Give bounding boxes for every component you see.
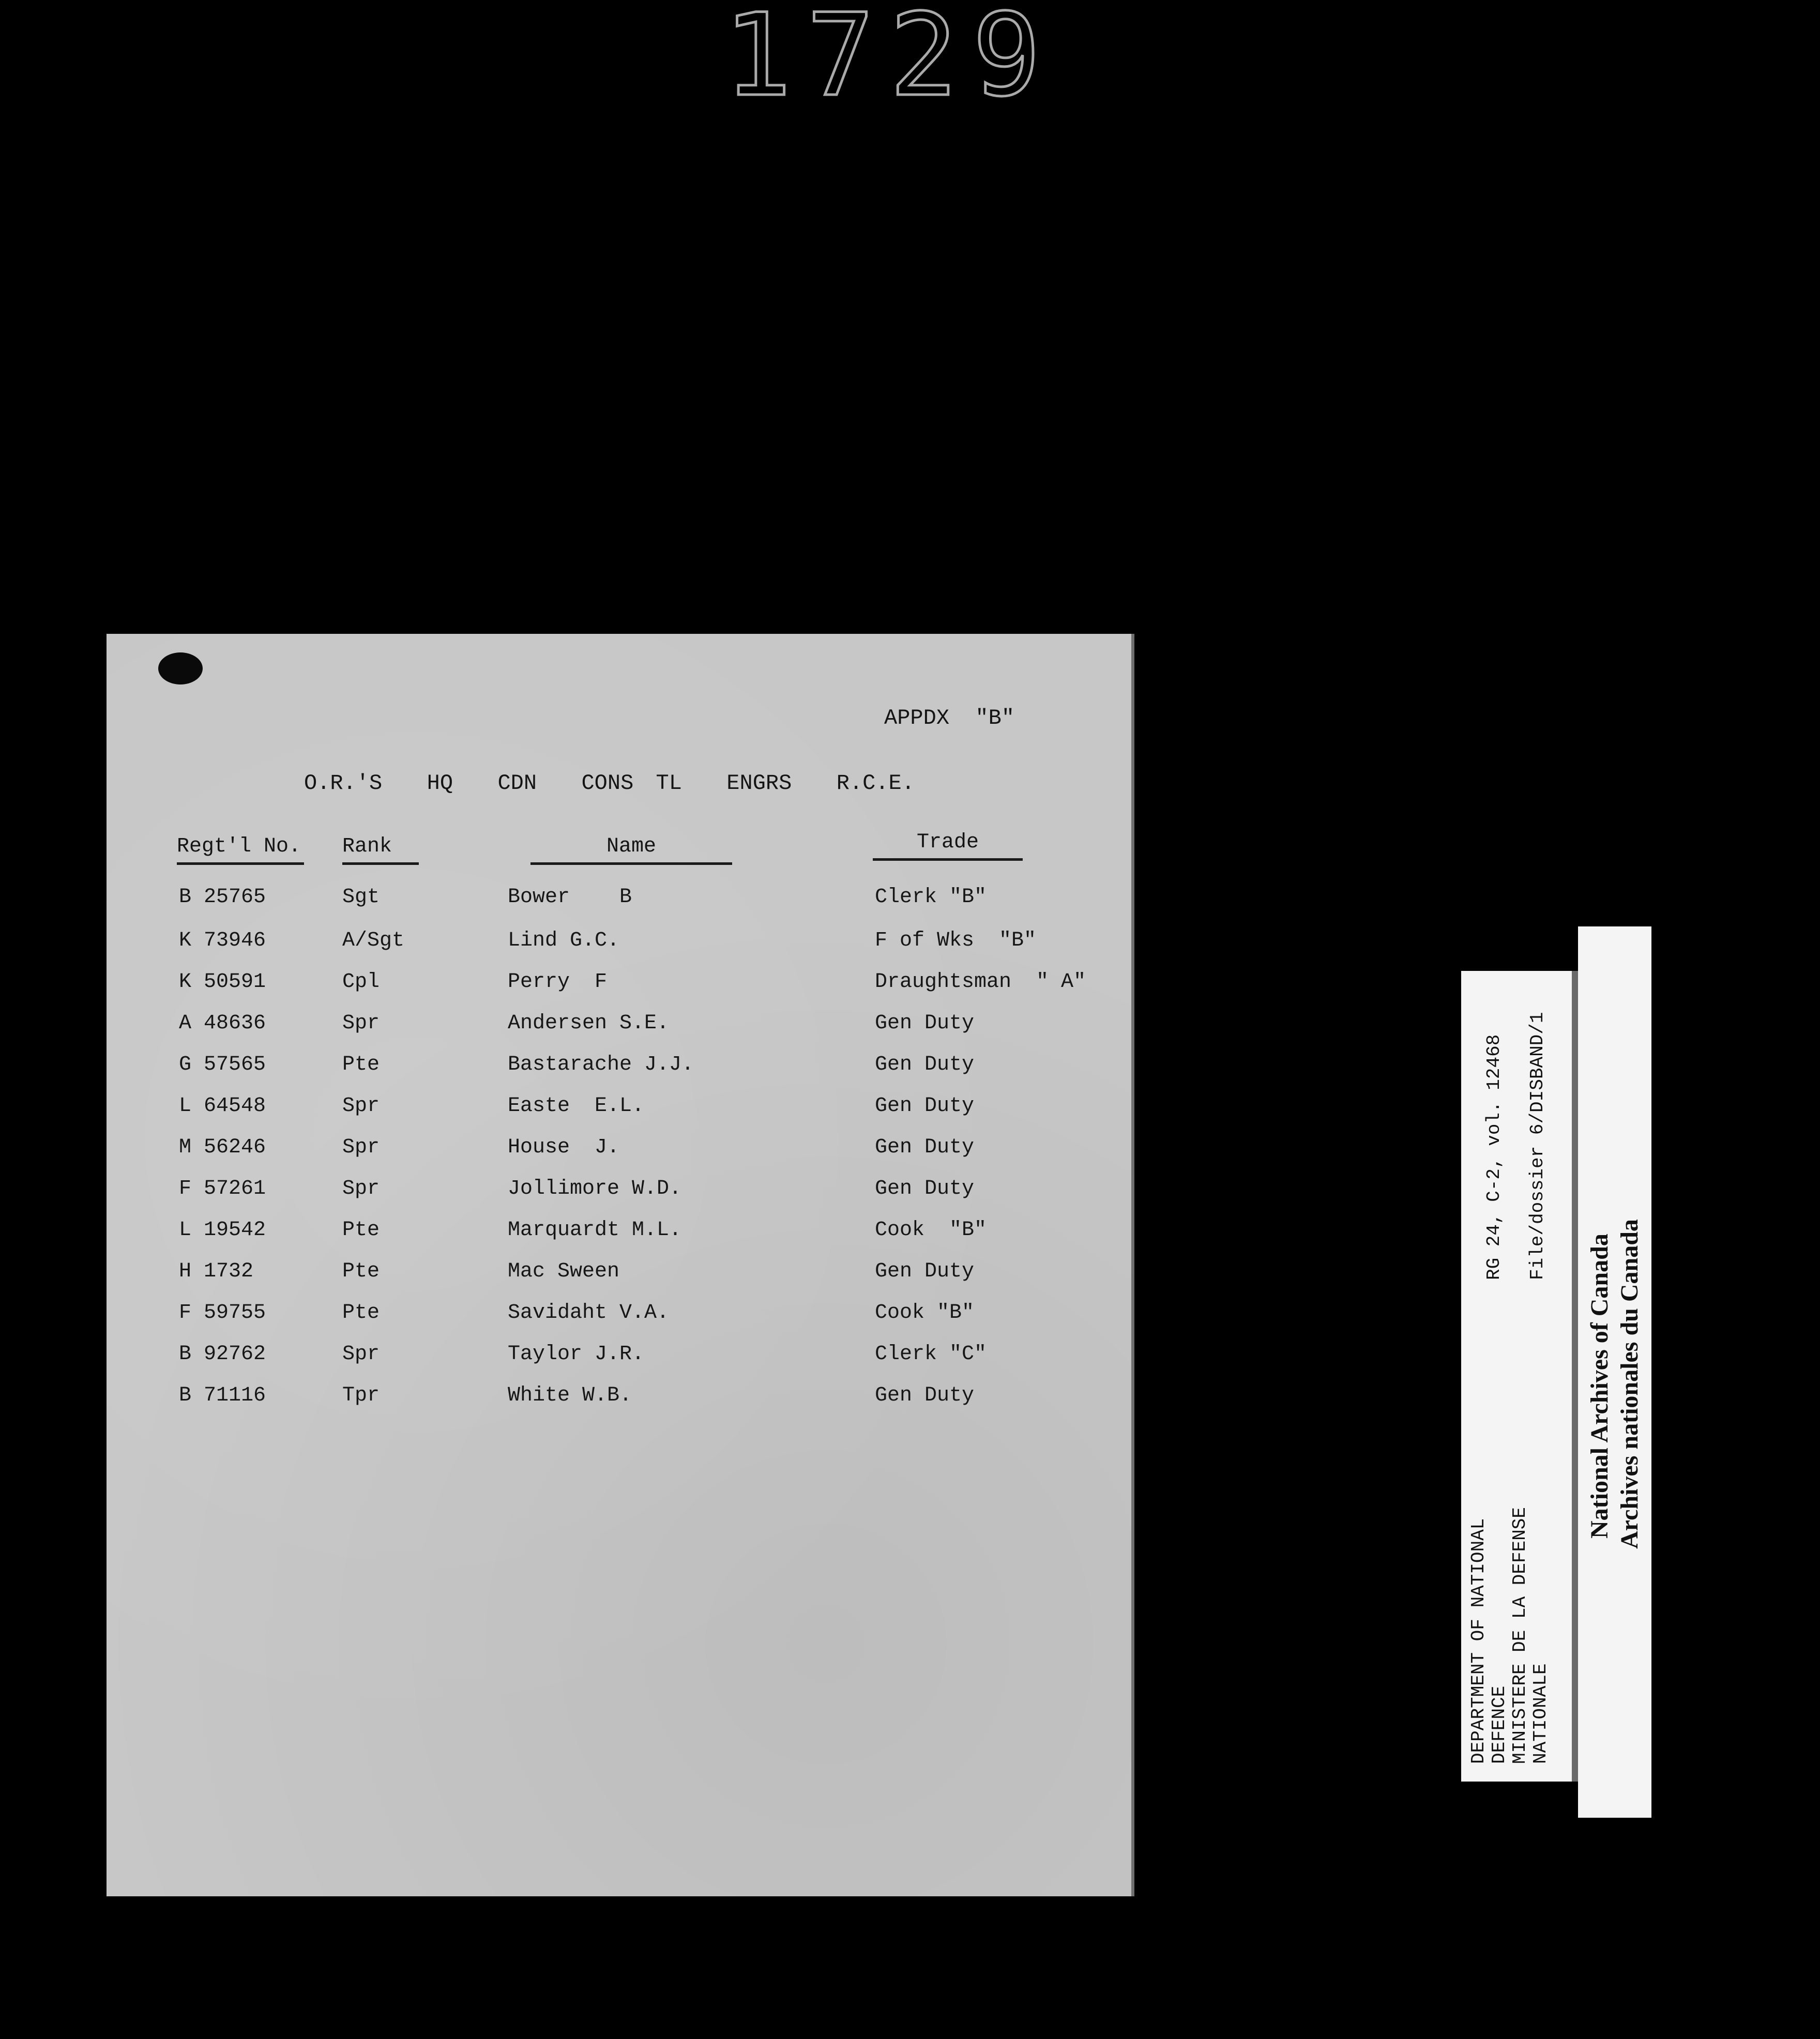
archives-name-french: Archives nationales du Canada xyxy=(1616,1219,1643,1549)
table-row xyxy=(107,1344,1134,1375)
table-row xyxy=(107,1137,1134,1168)
table-row xyxy=(107,1013,1134,1044)
trade-cell: Gen Duty xyxy=(875,1136,975,1159)
name-cell: Easte E.L. xyxy=(508,1094,645,1118)
trade-cell: Gen Duty xyxy=(875,1260,975,1283)
regt-no-cell: L 19542 xyxy=(179,1219,266,1242)
rank-cell: Pte xyxy=(342,1053,380,1076)
archives-name-english: National Archives of Canada xyxy=(1586,1234,1613,1539)
rank-cell: Spr xyxy=(342,1136,380,1159)
archives-banner xyxy=(1578,926,1651,1818)
regt-no-cell: F 59755 xyxy=(179,1301,266,1325)
rank-cell: Spr xyxy=(342,1012,380,1035)
regt-no-cell: K 73946 xyxy=(179,929,266,952)
name-cell: Marquardt M.L. xyxy=(508,1219,682,1242)
frame-number: 1729 xyxy=(723,0,1055,121)
rank-cell: Sgt xyxy=(342,886,380,909)
table-row xyxy=(107,1220,1134,1251)
rank-cell: Pte xyxy=(342,1301,380,1325)
regt-no-cell: M 56246 xyxy=(179,1136,266,1159)
punch-hole xyxy=(158,652,203,684)
name-cell: Savidaht V.A. xyxy=(508,1301,670,1325)
table-row xyxy=(107,1303,1134,1334)
name-cell: Mac Sween xyxy=(508,1260,620,1283)
document-sheet xyxy=(107,634,1134,1896)
table-row xyxy=(107,1055,1134,1086)
regt-no-cell: A 48636 xyxy=(179,1012,266,1035)
rank-cell: Cpl xyxy=(342,970,380,994)
trade-cell: Gen Duty xyxy=(875,1012,975,1035)
rank-cell: Pte xyxy=(342,1260,380,1283)
name-cell: House J. xyxy=(508,1136,620,1159)
trade-cell: F of Wks "B" xyxy=(875,929,1037,952)
table-row xyxy=(107,1096,1134,1127)
regt-no-cell: G 57565 xyxy=(179,1053,266,1076)
trade-cell: Gen Duty xyxy=(875,1384,975,1407)
name-cell: White W.B. xyxy=(508,1384,632,1407)
name-cell: Bower B xyxy=(508,886,632,909)
dept-line-2: DEFENCE xyxy=(1489,1685,1510,1764)
trade-cell: Clerk "C" xyxy=(875,1343,987,1366)
table-row xyxy=(107,972,1134,1003)
rank-cell: Spr xyxy=(342,1177,380,1200)
column-header-trade: Trade xyxy=(873,832,1023,861)
table-row xyxy=(107,887,1134,918)
table-row xyxy=(107,1261,1134,1292)
regt-no-cell: B 25765 xyxy=(179,886,266,909)
document-title: O.R.'S HQ CDN CONS TL ENGRS R.C.E. xyxy=(304,771,915,796)
table-row xyxy=(107,931,1134,962)
table-row xyxy=(107,1386,1134,1417)
trade-cell: Gen Duty xyxy=(875,1053,975,1076)
trade-cell: Gen Duty xyxy=(875,1094,975,1118)
name-cell: Taylor J.R. xyxy=(508,1343,645,1366)
regt-no-cell: F 57261 xyxy=(179,1177,266,1200)
trade-cell: Cook "B" xyxy=(875,1219,987,1242)
appendix-label: APPDX "B" xyxy=(884,706,1015,731)
trade-cell: Clerk "B" xyxy=(875,886,987,909)
regt-no-cell: L 64548 xyxy=(179,1094,266,1118)
regt-no-cell: B 92762 xyxy=(179,1343,266,1366)
archive-reference-label xyxy=(1461,971,1580,1782)
column-header-regt-no: Regt'l No. xyxy=(177,836,304,865)
dept-line-4: NATIONALE xyxy=(1530,1663,1551,1764)
regt-no-cell: K 50591 xyxy=(179,970,266,994)
file-number: File/dossier 6/DISBAND/1 xyxy=(1527,1012,1548,1280)
trade-cell: Gen Duty xyxy=(875,1177,975,1200)
rank-cell: Tpr xyxy=(342,1384,380,1407)
regt-no-cell: B 71116 xyxy=(179,1384,266,1407)
dept-line-3: MINISTERE DE LA DEFENSE xyxy=(1509,1507,1530,1764)
column-header-rank: Rank xyxy=(342,836,419,865)
column-header-name: Name xyxy=(530,836,732,865)
table-row xyxy=(107,1179,1134,1210)
name-cell: Perry F xyxy=(508,970,608,994)
reference-number: RG 24, C-2, vol. 12468 xyxy=(1483,1034,1505,1280)
rank-cell: A/Sgt xyxy=(342,929,405,952)
dept-line-1: DEPARTMENT OF NATIONAL xyxy=(1468,1518,1489,1764)
name-cell: Bastarache J.J. xyxy=(508,1053,694,1076)
rank-cell: Pte xyxy=(342,1219,380,1242)
trade-cell: Cook "B" xyxy=(875,1301,975,1325)
name-cell: Lind G.C. xyxy=(508,929,620,952)
name-cell: Andersen S.E. xyxy=(508,1012,670,1035)
trade-cell: Draughtsman " A" xyxy=(875,970,1086,994)
name-cell: Jollimore W.D. xyxy=(508,1177,682,1200)
regt-no-cell: H 1732 xyxy=(179,1260,254,1283)
rank-cell: Spr xyxy=(342,1094,380,1118)
rank-cell: Spr xyxy=(342,1343,380,1366)
